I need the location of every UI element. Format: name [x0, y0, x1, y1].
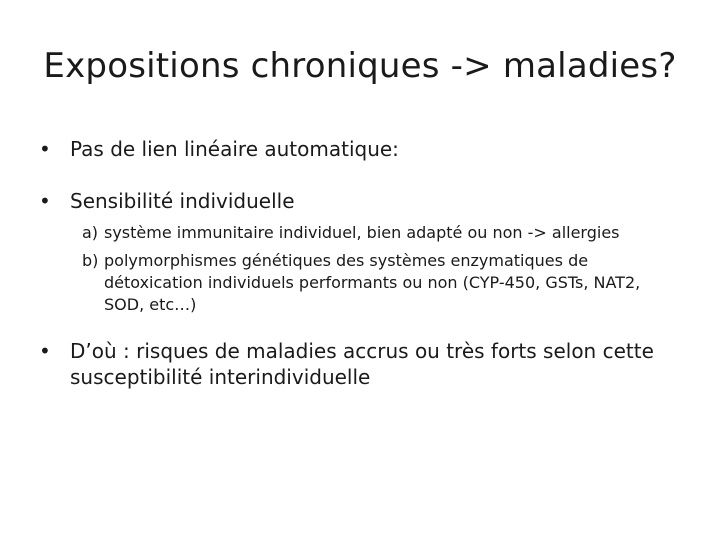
bullet-text: Pas de lien linéaire automatique:: [70, 137, 399, 161]
sub-item: [82, 250, 676, 316]
sub-item-marker: a): [82, 223, 99, 242]
bullet-item: [36, 136, 676, 162]
bullet-item: [36, 188, 676, 214]
sub-item-marker: b): [82, 251, 99, 270]
slide-title: Expositions chroniques -> maladies?: [43, 46, 677, 86]
sub-item-text: système immunitaire individuel, bien adapté ou non -> allergies: [104, 223, 620, 242]
bullet-text: D’où : risques de maladies accrus ou très forts selon cette susceptibilité interindividuelle: [70, 339, 654, 389]
bullet-marker: •: [39, 137, 51, 161]
bullet-marker: •: [39, 339, 51, 363]
sub-item: [82, 222, 676, 244]
bullet-text: Sensibilité individuelle: [70, 189, 295, 213]
bullet-list: [36, 136, 676, 390]
bullet-item: [36, 338, 676, 390]
sub-list: [82, 222, 676, 316]
bullet-marker: •: [39, 189, 51, 213]
sub-item-text: polymorphismes génétiques des systèmes enzymatiques de détoxication individuels performants ou non (CYP-450, GSTs, NAT2, SOD, etc…): [104, 251, 641, 314]
